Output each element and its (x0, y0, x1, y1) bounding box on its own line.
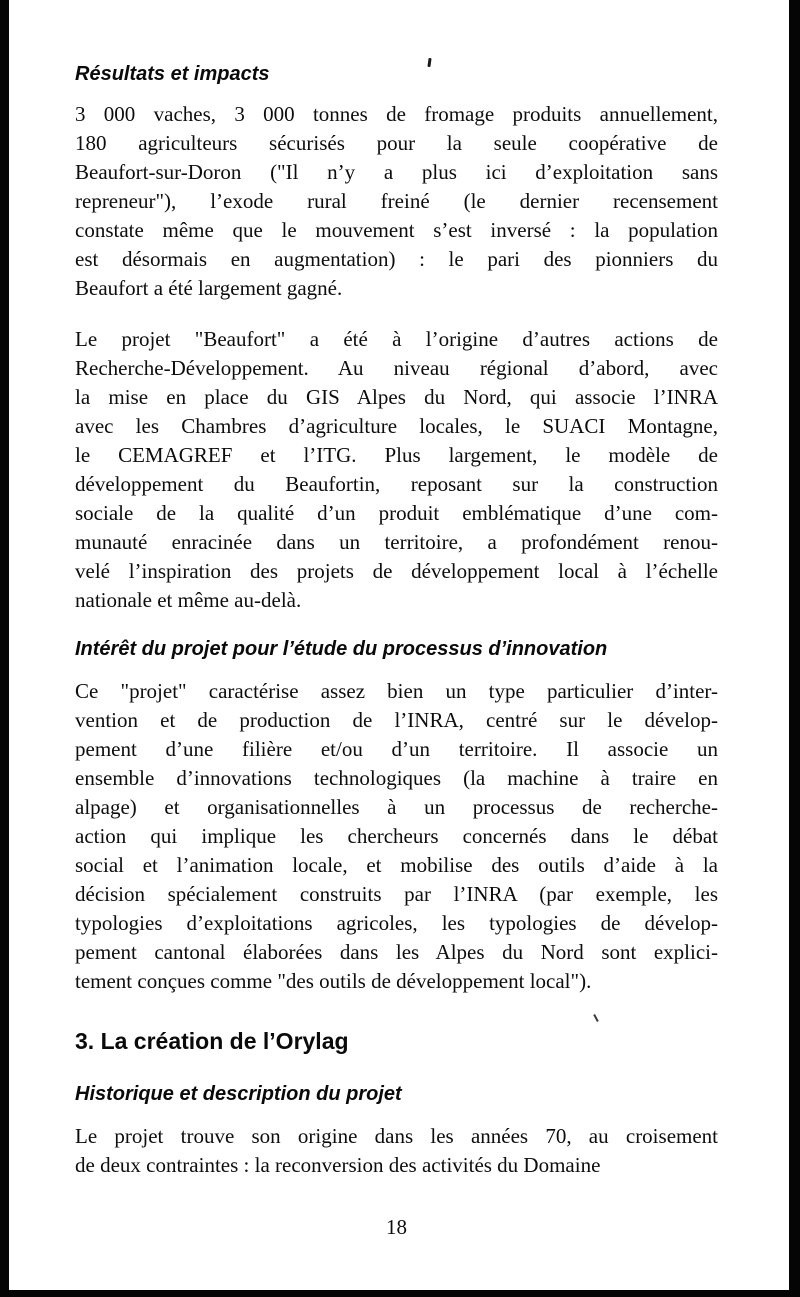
text-line: avec les Chambres d’agriculture locales, le SUACI Montagne, (75, 414, 718, 438)
text-line: Beaufort-sur-Doron ("Il n’y a plus ici d’exploitation sans (75, 160, 718, 184)
text-line: Ce "projet" caractérise assez bien un type particulier d’inter- (75, 679, 718, 703)
text-line: action qui implique les chercheurs concernés dans le débat (75, 824, 718, 848)
heading-interet-du-projet: Intérêt du projet pour l’étude du processus d’innovation (75, 638, 608, 660)
text-line: la mise en place du GIS Alpes du Nord, qui associe l’INRA (75, 385, 718, 409)
text-line: repreneur"), l’exode rural freiné (le dernier recensement (75, 189, 718, 213)
paragraph-interet (75, 677, 718, 996)
text-line: pement d’une filière et/ou d’un territoire. Il associe un (75, 737, 718, 761)
page-content (75, 62, 718, 1240)
page-number: 18 (386, 1215, 407, 1239)
heading-resultats-et-impacts: Résultats et impacts (75, 63, 270, 85)
text-line: Beaufort a été largement gagné. (75, 276, 343, 300)
text-line: le CEMAGREF et l’ITG. Plus largement, le modèle de (75, 443, 718, 467)
text-line: nationale et même au-delà. (75, 588, 302, 612)
text-line: 180 agriculteurs sécurisés pour la seule coopérative de (75, 131, 718, 155)
scan-border-bottom (0, 1290, 800, 1297)
text-line: sociale de la qualité d’un produit emblématique d’une com- (75, 501, 718, 525)
text-line: Le projet "Beaufort" a été à l’origine d’autres actions de (75, 327, 718, 351)
paragraph-resultats-1 (75, 100, 718, 303)
heading-historique: Historique et description du projet (75, 1083, 402, 1105)
scan-border-right (789, 0, 800, 1297)
text-line: tement conçues comme "des outils de développement local"). (75, 969, 592, 993)
paragraph-resultats-2 (75, 325, 718, 615)
text-line: vention et de production de l’INRA, centré sur le dévelop- (75, 708, 718, 732)
text-line: décision spécialement construits par l’INRA (par exemple, les (75, 882, 718, 906)
text-line: constate même que le mouvement s’est inversé : la population (75, 218, 718, 242)
text-line: Le projet trouve son origine dans les années 70, au croisement (75, 1124, 718, 1148)
text-line: typologies d’exploitations agricoles, les typologies de dévelop- (75, 911, 718, 935)
text-line: velé l’inspiration des projets de développement local à l’échelle (75, 559, 718, 583)
text-line: pement cantonal élaborées dans les Alpes du Nord sont explici- (75, 940, 718, 964)
text-line: social et l’animation locale, et mobilise des outils d’aide à la (75, 853, 718, 877)
text-line: ensemble d’innovations technologiques (la machine à traire en (75, 766, 718, 790)
section-heading-creation-orylag: 3. La création de l’Orylag (75, 1028, 349, 1054)
paragraph-historique (75, 1122, 718, 1180)
text-line: 3 000 vaches, 3 000 tonnes de fromage produits annuellement, (75, 102, 718, 126)
text-line: Recherche-Développement. Au niveau régional d’abord, avec (75, 356, 718, 380)
text-line: développement du Beaufortin, reposant sur la construction (75, 472, 718, 496)
text-line: est désormais en augmentation) : le pari des pionniers du (75, 247, 718, 271)
text-line: alpage) et organisationnelles à un processus de recherche- (75, 795, 718, 819)
scan-border-left (0, 0, 9, 1297)
text-line: munauté enracinée dans un territoire, a profondément renou- (75, 530, 718, 554)
text-line: de deux contraintes : la reconversion des activités du Domaine (75, 1153, 601, 1177)
